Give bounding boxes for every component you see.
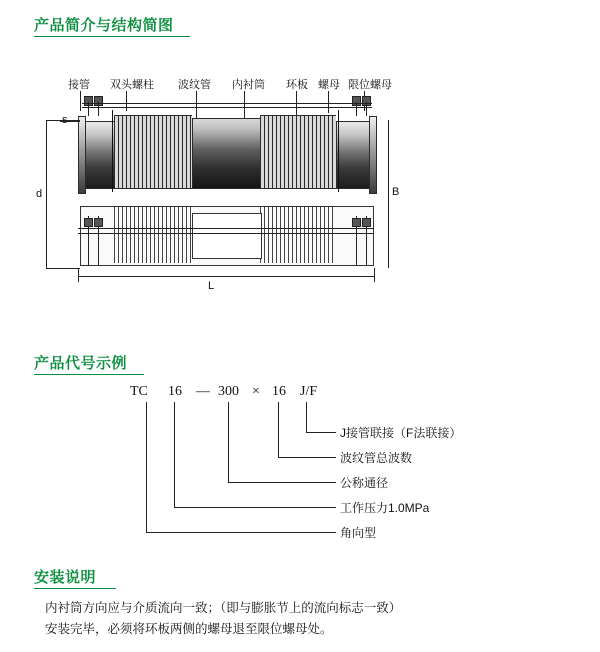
flange-right <box>369 116 377 194</box>
code-note-0: J接管联接（F法联接） <box>340 426 462 440</box>
bellows-right <box>260 115 336 189</box>
code-note-3: 工作压力1.0MPa <box>340 501 430 515</box>
dimension-line-d <box>46 120 47 268</box>
ring-plate-right <box>338 110 339 192</box>
dimension-line-B <box>388 120 389 268</box>
lower-bolt-cap-left-2 <box>94 218 103 227</box>
callout-label-2: 波纹管 <box>178 79 211 91</box>
section-title-install: 安装说明 <box>34 569 97 586</box>
tie-rod-line-upper-2 <box>82 107 372 108</box>
code-leader-3 <box>174 402 175 507</box>
lower-body-hatch-right <box>260 207 336 263</box>
install-line-0: 内衬筒方向应与介质流向一致；（即与膨胀节上的流向标志一致） <box>45 601 402 615</box>
code-part-1: 16 <box>168 384 182 399</box>
lower-bolt-cap-left <box>84 218 93 227</box>
tie-rod-line-upper <box>82 103 372 104</box>
dimension-label-B: B <box>392 186 400 198</box>
code-elbow-4 <box>146 532 336 533</box>
install-line-1: 安装完毕，必须将环板两侧的螺母退至限位螺母处。 <box>45 622 333 636</box>
leader-line-5 <box>328 91 329 113</box>
leader-line-0 <box>80 91 81 111</box>
code-part-0: TC <box>130 384 148 399</box>
leader-line-2 <box>196 91 197 119</box>
code-note-4: 角向型 <box>340 526 377 540</box>
code-part-4: × <box>252 384 260 399</box>
callout-label-5: 螺母 <box>318 79 340 91</box>
liner-middle-body <box>192 118 262 189</box>
code-part-2: — <box>196 384 210 399</box>
dimension-tick-L-left <box>78 268 79 282</box>
tie-rod-vertical-right-2 <box>366 102 367 116</box>
code-note-1: 波纹管总波数 <box>340 451 413 465</box>
code-leader-4 <box>146 402 147 532</box>
dimension-tick-L-right <box>374 268 375 282</box>
callout-label-0: 接管 <box>68 79 90 91</box>
tie-rod-vertical-right <box>356 102 357 116</box>
flange-left <box>78 116 86 194</box>
lower-bolt-cap-right <box>352 218 361 227</box>
ring-plate-left <box>112 110 113 192</box>
lower-bolt-cap-right-2 <box>362 218 371 227</box>
code-note-2: 公称通径 <box>340 476 389 490</box>
lower-body-hatch-left <box>114 207 192 263</box>
dimension-ext-d-bottom <box>46 268 80 269</box>
tie-rod-vertical-left <box>88 102 89 116</box>
code-elbow-2 <box>228 482 336 483</box>
code-elbow-1 <box>278 457 336 458</box>
callout-label-1: 双头螺柱 <box>110 79 154 91</box>
code-leader-0 <box>306 402 307 432</box>
code-leader-2 <box>228 402 229 482</box>
code-part-3: 300 <box>218 384 239 399</box>
lower-liner-body <box>192 213 262 259</box>
code-elbow-0 <box>306 432 336 433</box>
bellows-left <box>114 115 192 189</box>
code-leader-1 <box>278 402 279 457</box>
section-title-underline-3 <box>34 588 116 589</box>
code-part-5: 16 <box>272 384 286 399</box>
dimension-ext-d-top <box>46 120 80 121</box>
code-elbow-3 <box>174 507 336 508</box>
product-code-diagram <box>0 372 600 542</box>
leader-line-1 <box>126 91 127 111</box>
install-instructions <box>45 598 565 640</box>
callout-label-6: 限位螺母 <box>348 79 392 91</box>
dimension-line-L <box>78 276 374 277</box>
tie-rod-vertical-left-2 <box>98 102 99 116</box>
section-title-underline-1 <box>34 36 190 37</box>
callout-label-4: 环板 <box>286 79 308 91</box>
callout-label-3: 内衬筒 <box>232 79 265 91</box>
dimension-label-d: d <box>36 188 43 200</box>
lower-centerline <box>78 228 374 229</box>
code-part-6: J/F <box>300 384 318 399</box>
section-title-product-intro: 产品简介与结构简图 <box>34 17 174 34</box>
structure-diagram <box>0 58 600 298</box>
section-title-code-example: 产品代号示例 <box>34 355 128 372</box>
lower-centerline-2 <box>78 233 374 234</box>
dimension-line-s <box>60 121 80 122</box>
dimension-label-L: L <box>208 280 215 292</box>
